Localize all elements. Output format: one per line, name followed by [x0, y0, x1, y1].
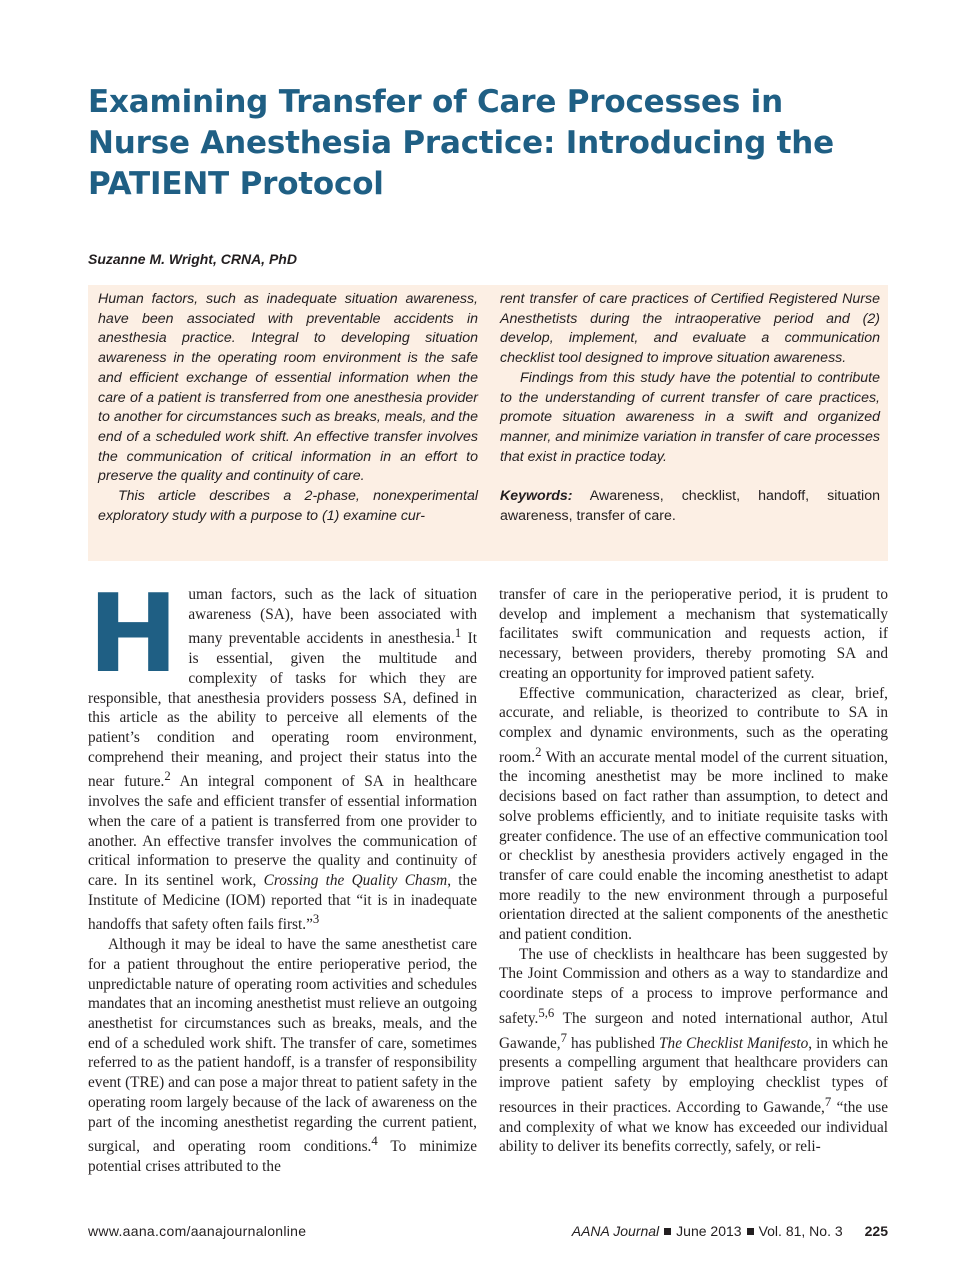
body-paragraph — [499, 684, 888, 945]
book-title: The Checklist Manifesto — [659, 1034, 809, 1052]
body-right-column — [499, 585, 888, 1157]
page-footer — [88, 1223, 888, 1243]
body-text: With an accurate mental model of the current situation, the incoming anesthetist may be more inclined to make decisions based on fact rather than assumption, to detect and solve problems efficiently, and to initiate requisite tasks with greater confidence. The use of an effective communication tool or checklist by anesthesia providers actively engaged in the transfer of care could enable the incoming anesthetist to adapt more readily to the new environment through a purposeful orientation directed at the salient components of the anesthetic and patient condition. — [499, 748, 888, 944]
abstract-paragraph: rent transfer of care practices of Certified Registered Nurse Anesthetists during the intraoperative period and (2) develop, implement, and evaluate a communication checklist tool designed to improve situation awareness. — [500, 291, 880, 367]
reference-marker: 2 — [535, 744, 542, 759]
reference-marker: 5,6 — [538, 1005, 555, 1020]
body-text: , in which he presents a compelling argument that healthcare providers can improve patient safety by employing checklist types of resources in their practices. According to Gawande, — [499, 1034, 888, 1116]
body-text: Although it may be ideal to have the same anesthetist care for a patient throughout the entire perioperative period, the unpredictable nature of operating room activities and schedules mandates that an incoming anesthetist must relieve an outgoing anesthetist for circumstances such as breaks, meals, and the end of a scheduled work shift. The transfer of care, sometimes referred to as the patient handoff, is a transfer of responsibility event (TRE) and can pose a major threat to patient safety in the operating room largely because of the lack of awareness on the part of the incoming anesthetist regarding the current patient, surgical, and operating room conditions. — [88, 936, 477, 1156]
keywords-list: Awareness, checklist, handoff, situation awareness, transfer of care. — [500, 488, 880, 524]
body-text: uman factors, such as the lack of situation awareness (SA), have been associated with many preventable accidents in anesthesia. — [188, 586, 477, 648]
footer-citation — [572, 1223, 888, 1239]
journal-name: AANA Journal — [571, 1223, 660, 1239]
volume-issue: Vol. 81, No. 3 — [758, 1223, 843, 1239]
issue-date: June 2013 — [676, 1223, 742, 1239]
reference-marker: 7 — [824, 1094, 832, 1109]
body-text: has published — [566, 1034, 660, 1052]
reference-marker: 7 — [560, 1030, 567, 1045]
body-text: , the Institute of Medicine (IOM) reported that “it is in inadequate handoffs that safety often fails first.” — [88, 872, 477, 934]
body-paragraph — [88, 572, 477, 935]
body-paragraph: transfer of care in the perioperative period, it is prudent to develop and implement a mechanism that systematically facilitates swift communication and requests action, if necessary, between providers, thereby promoting SA and creating an opportunity for improved patient safety. — [499, 586, 888, 682]
author-byline: Suzanne M. Wright, CRNA, PhD — [88, 251, 297, 267]
reference-marker: 2 — [164, 769, 171, 784]
page-number: 225 — [864, 1223, 888, 1239]
square-bullet-icon — [664, 1228, 671, 1235]
journal-url-link[interactable]: www.aana.com/aanajournalonline — [88, 1223, 307, 1239]
body-text: To minimize potential crises attributed to the — [88, 1138, 477, 1176]
abstract-box — [88, 285, 888, 561]
body-left-column — [88, 572, 477, 1177]
article-title: Examining Transfer of Care Processes in Nurse Anesthesia Practice: Introducing the PATIENT Protocol — [88, 84, 834, 202]
body-text: It is essential, given the multitude and complexity of tasks for which they are responsible, that anesthesia providers possess SA, defined in this article as the ability to perceive all elements of the patient’s condition and operating room environment, comprehend their meaning, and project their status into the near future. — [88, 630, 477, 791]
reference-marker: 1 — [454, 626, 462, 641]
keywords-label: Keywords: — [500, 488, 573, 505]
body-text: An integral component of SA in healthcare involves the safe and efficient transfer of essential information when the care of a patient is transferred from one provider to another. An effective transfer involves the communication of critical information to preserve the quality and continuity of care. In its sentinel work, — [88, 773, 477, 890]
square-bullet-icon — [747, 1228, 754, 1235]
abstract-paragraph: Human factors, such as inadequate situation awareness, have been associated with preventable accidents in anesthesia practice. Integral to developing situation awareness in the operating room environment is the safe and efficient exchange of essential information when the care of a patient is transferred from one anesthesia provider to another for circumstances such as breaks, meals, and the end of a scheduled work shift. An effective transfer involves the communication of critical information in an effort to preserve the quality and continuity of care. — [98, 291, 478, 485]
body-paragraph — [499, 945, 888, 1157]
drop-cap: H — [88, 572, 179, 697]
abstract-paragraph: Findings from this study have the potential to contribute to the understanding of current transfer of care practices, promote situation awareness in a swift and organized manner, and minimize variation in transfer of care processes that exist in practice today. — [500, 369, 880, 465]
body-text: The surgeon and noted international author, Atul Gawande, — [499, 1009, 888, 1052]
body-text: Effective communication, characterized as clear, brief, accurate, and reliable, is theorized to contribute to SA in complex and dynamic environments, such as the operating room. — [499, 684, 888, 766]
book-title: Crossing the Quality Chasm — [263, 872, 448, 890]
keywords — [500, 487, 880, 526]
reference-marker: 4 — [371, 1134, 378, 1149]
body-text: “the use and complexity of what we know has exceeded our individual ability to deliver its benefits correctly, safely, or reli- — [499, 1098, 888, 1156]
reference-marker: 3 — [312, 912, 320, 927]
body-text: The use of checklists in healthcare has been suggested by The Joint Commission and others as a way to standardize and coordinate steps of a process to improve performance and safety. — [499, 945, 888, 1027]
abstract-paragraph: This article describes a 2-phase, nonexperimental exploratory study with a purpose to (1) examine cur- — [98, 488, 478, 524]
abstract-right-column — [500, 290, 880, 526]
abstract-left-column — [98, 290, 478, 526]
body-paragraph — [88, 935, 477, 1177]
